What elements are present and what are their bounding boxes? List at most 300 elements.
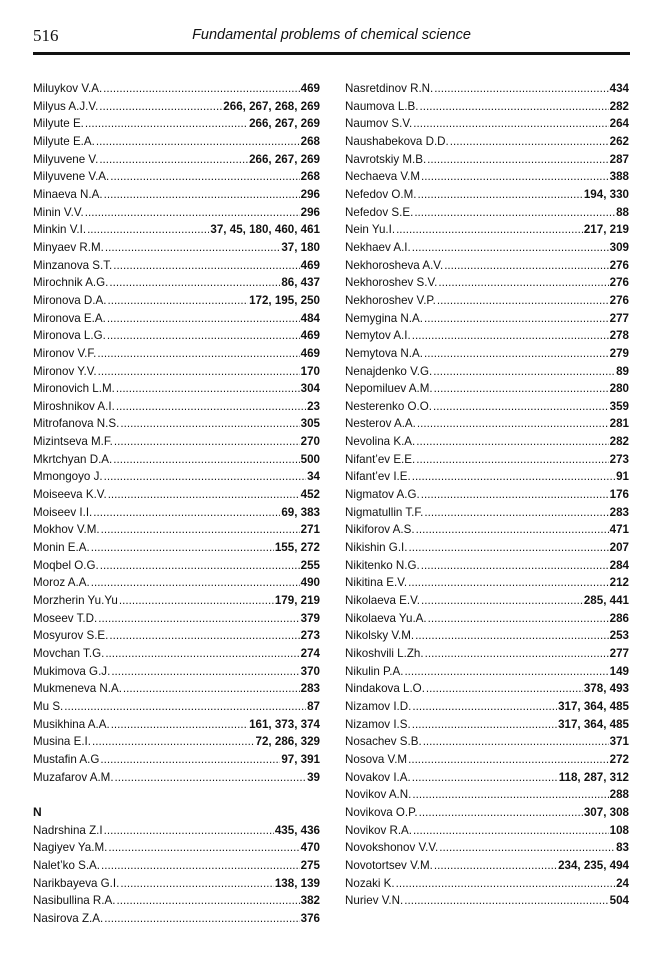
index-list (345, 80, 629, 910)
index-entry (345, 627, 629, 645)
index-entry (33, 839, 320, 857)
entry-pages: 370 (300, 664, 320, 678)
header-rule (33, 52, 630, 55)
dot-leader (107, 327, 300, 345)
dot-leader (419, 804, 583, 822)
index-entry (345, 310, 629, 328)
entry-pages: 83 (616, 841, 629, 855)
entry-name: Nekhoroshev S.V. (345, 276, 438, 290)
index-entry (345, 115, 629, 133)
entry-name: Moqbel O.G. (33, 558, 99, 572)
entry-pages: 452 (300, 488, 320, 502)
dot-leader (416, 451, 608, 469)
index-entry (33, 521, 320, 539)
entry-name: Nikolaeva Yu.A. (345, 611, 427, 625)
index-entry (345, 451, 629, 469)
index-entry (345, 186, 629, 204)
entry-name: Mironov V.F. (33, 346, 97, 360)
index-entry (345, 716, 629, 734)
dot-leader (437, 292, 609, 310)
entry-name: Milyute E. (33, 117, 84, 131)
dot-leader (100, 557, 300, 575)
index-entry (33, 204, 320, 222)
dot-leader (444, 257, 608, 275)
index-entry (345, 98, 629, 116)
entry-name: Nefedov O.M. (345, 187, 417, 201)
dot-leader (116, 380, 300, 398)
dot-leader (434, 80, 608, 98)
index-entry (345, 257, 629, 275)
dot-leader (114, 433, 300, 451)
index-entry (33, 822, 320, 840)
entry-pages: 266, 267, 268, 269 (223, 99, 320, 113)
entry-pages: 23 (307, 399, 320, 413)
entry-pages: 176 (609, 488, 629, 502)
entry-name: Novakov I.A. (345, 770, 411, 784)
entry-pages: 212 (609, 576, 629, 590)
dot-leader (64, 698, 306, 716)
entry-name: Mu S. (33, 699, 64, 713)
entry-pages: 279 (609, 346, 629, 360)
index-entry (345, 486, 629, 504)
entry-pages: 305 (300, 417, 320, 431)
entry-name: Monin E.A. (33, 541, 90, 555)
index-entry (345, 521, 629, 539)
entry-name: Mkrtchyan D.A. (33, 452, 113, 466)
entry-name: Mironovich L.M. (33, 382, 115, 396)
entry-name: Mironova D.A. (33, 293, 107, 307)
dot-leader (433, 363, 615, 381)
entry-pages: 271 (300, 523, 320, 537)
entry-pages: 91 (616, 470, 629, 484)
entry-name: Mizintseva M.F. (33, 435, 113, 449)
index-entry (33, 292, 320, 310)
entry-pages: 500 (300, 452, 320, 466)
dot-leader (413, 822, 609, 840)
entry-name: Movchan T.G. (33, 647, 105, 660)
entry-pages: 108 (609, 823, 629, 837)
entry-pages: 469 (300, 346, 320, 360)
dot-leader (113, 257, 299, 275)
dot-leader (107, 292, 248, 310)
dot-leader (92, 733, 255, 751)
index-entry (345, 327, 629, 345)
dot-leader (113, 451, 299, 469)
entry-name: Nenajdenko V.G. (345, 364, 433, 378)
index-entry (345, 363, 629, 381)
index-entry (33, 680, 320, 698)
dot-leader (107, 310, 300, 328)
index-entry (345, 698, 629, 716)
entry-name: Mustafin A.G (33, 752, 100, 766)
dot-leader (396, 875, 615, 893)
entry-pages: 378, 493 (583, 682, 629, 696)
index-entry (345, 221, 629, 239)
dot-leader (85, 115, 248, 133)
dot-leader (111, 663, 299, 681)
entry-name: Nasretdinov R.N. (345, 82, 434, 95)
entry-name: Novotortsev V.M. (345, 858, 433, 872)
index-entry (33, 345, 320, 363)
index-entry (33, 239, 320, 257)
index-entry (33, 574, 320, 592)
dot-leader (408, 574, 609, 592)
index-entry (33, 468, 320, 486)
dot-leader (99, 98, 222, 116)
index-entry (33, 486, 320, 504)
dot-leader (421, 486, 609, 504)
index-entry (33, 592, 320, 610)
entry-name: Novikov R.A. (345, 823, 413, 837)
dot-leader (412, 786, 608, 804)
index-entry (33, 221, 320, 239)
entry-name: Nikitenko N.G. (345, 558, 420, 572)
entry-name: Nekhoroshev V.P. (345, 293, 436, 307)
entry-name: Moseev T.D. (33, 611, 98, 625)
section-heading: N (33, 804, 42, 819)
entry-name: Nekhaev A.I. (345, 240, 411, 254)
dot-leader (120, 875, 274, 893)
dot-leader (105, 239, 280, 257)
page-header (33, 26, 630, 48)
index-column-right (345, 80, 629, 910)
index-entry (345, 398, 629, 416)
index-entry (345, 204, 629, 222)
entry-name: Nikulin P.A. (345, 664, 404, 678)
entry-name: Narikbayeva G.I. (33, 876, 120, 890)
entry-pages: 273 (300, 629, 320, 643)
dot-leader (396, 221, 583, 239)
index-entry (345, 733, 629, 751)
entry-pages: 277 (609, 311, 629, 325)
dot-leader (115, 769, 307, 787)
dot-leader (426, 680, 583, 698)
index-entry (33, 274, 320, 292)
entry-pages: 296 (300, 205, 320, 219)
dot-leader (116, 398, 306, 416)
dot-leader (404, 663, 608, 681)
entry-name: Mosyurov S.E. (33, 629, 109, 643)
dot-leader (418, 186, 583, 204)
index-entry (345, 433, 629, 451)
entry-name: Morzherin Yu.Yu (33, 594, 118, 608)
dot-leader (424, 345, 609, 363)
index-entry (345, 80, 629, 98)
entry-pages: 207 (609, 541, 629, 555)
entry-pages: 288 (609, 788, 629, 802)
index-entry (33, 115, 320, 133)
index-entry (33, 698, 320, 716)
index-entry (33, 257, 320, 275)
index-entry (33, 398, 320, 416)
dot-leader (85, 204, 300, 222)
entry-pages: 435, 436 (274, 823, 320, 837)
index-entry (33, 892, 320, 910)
entry-name: Naushabekova D.D. (345, 134, 449, 148)
index-entry (33, 133, 320, 151)
entry-name: Nikolaeva E.V. (345, 594, 420, 608)
index-entry (33, 327, 320, 345)
page-number: 516 (33, 26, 59, 45)
index-entry (345, 804, 629, 822)
entry-pages: 266, 267, 269 (249, 117, 320, 131)
entry-name: Nozaki K. (345, 876, 395, 890)
index-entry (33, 769, 320, 787)
entry-pages: 273 (609, 452, 629, 466)
entry-pages: 276 (609, 293, 629, 307)
dot-leader (120, 415, 299, 433)
entry-pages: 264 (609, 117, 629, 131)
dot-leader (421, 557, 609, 575)
entry-pages: 278 (609, 329, 629, 343)
dot-leader (104, 468, 307, 486)
dot-leader (109, 274, 280, 292)
index-entry (33, 363, 320, 381)
index-entry (33, 645, 320, 663)
entry-pages: 86, 437 (281, 276, 320, 290)
entry-name: Nefedov S.E. (345, 205, 414, 219)
entry-name: Novikova O.P. (345, 805, 418, 819)
dot-leader (93, 504, 280, 522)
entry-pages: 277 (609, 647, 629, 660)
entry-pages: 287 (609, 152, 629, 166)
entry-pages: 272 (609, 752, 629, 766)
entry-pages: 217, 219 (583, 223, 629, 237)
entry-pages: 179, 219 (274, 594, 320, 608)
entry-pages: 37, 180 (281, 240, 320, 254)
dot-leader (412, 239, 609, 257)
dot-leader (427, 151, 608, 169)
entry-name: Nikishin G.I. (345, 541, 408, 555)
index-entry (33, 98, 320, 116)
entry-name: Nosachev S.B. (345, 735, 422, 749)
index-entry (33, 80, 320, 98)
dot-leader (87, 221, 209, 239)
dot-leader (108, 486, 300, 504)
entry-pages: 268 (300, 134, 320, 148)
entry-pages: 253 (609, 629, 629, 643)
entry-name: Novikov A.N. (345, 788, 412, 802)
entry-pages: 469 (300, 82, 320, 95)
entry-pages: 296 (300, 187, 320, 201)
dot-leader (412, 698, 557, 716)
index-entry (33, 451, 320, 469)
index-entry (345, 592, 629, 610)
entry-pages: 280 (609, 382, 629, 396)
index-entry (33, 504, 320, 522)
entry-pages: 138, 139 (274, 876, 320, 890)
entry-pages: 304 (300, 382, 320, 396)
entry-pages: 118, 287, 312 (558, 770, 629, 784)
dot-leader (98, 363, 300, 381)
index-entry (33, 186, 320, 204)
index-entry (33, 151, 320, 169)
dot-leader (419, 98, 608, 116)
entry-name: Naumov S.V. (345, 117, 413, 131)
index-list (33, 80, 320, 786)
entry-name: Musikhina A.A. (33, 717, 110, 731)
entry-pages: 382 (300, 894, 320, 908)
entry-pages: 275 (300, 858, 320, 872)
index-entry (33, 415, 320, 433)
entry-pages: 484 (300, 311, 320, 325)
entry-pages: 471 (609, 523, 629, 537)
entry-pages: 286 (609, 611, 629, 625)
entry-pages: 317, 364, 485 (558, 699, 629, 713)
index-entry (345, 345, 629, 363)
dot-leader (423, 733, 609, 751)
index-entry (33, 433, 320, 451)
dot-leader (105, 645, 299, 663)
entry-pages: 309 (609, 240, 629, 254)
index-list (33, 822, 320, 928)
dot-leader (111, 716, 248, 734)
dot-leader (424, 504, 608, 522)
dot-leader (404, 892, 608, 910)
entry-name: Mironova L.G. (33, 329, 106, 343)
entry-name: Nizamov I.D. (345, 699, 412, 713)
index-column-left (33, 80, 320, 928)
entry-pages: 194, 330 (583, 187, 629, 201)
entry-name: Milyuvene V. (33, 152, 99, 166)
entry-name: Mukmeneva N.A. (33, 682, 122, 696)
entry-pages: 285, 441 (583, 594, 629, 608)
entry-pages: 72, 286, 329 (255, 735, 320, 749)
entry-pages: 307, 308 (583, 805, 629, 819)
entry-name: Nechaeva V.M (345, 170, 420, 184)
entry-name: Mironova E.A. (33, 311, 106, 325)
index-entry (345, 857, 629, 875)
entry-name: Nizamov I.S. (345, 717, 411, 731)
index-entry (345, 504, 629, 522)
dot-leader (99, 151, 248, 169)
entry-name: Minkin V.I. (33, 223, 87, 237)
entry-pages: 161, 373, 374 (249, 717, 320, 731)
index-entry (33, 663, 320, 681)
entry-pages: 270 (300, 435, 320, 449)
entry-pages: 97, 391 (281, 752, 320, 766)
entry-pages: 69, 383 (281, 505, 320, 519)
index-entry (33, 857, 320, 875)
index-entry (345, 574, 629, 592)
entry-name: Navrotskiy M.B. (345, 152, 427, 166)
entry-pages: 376 (300, 911, 320, 925)
entry-name: Milyute E.A. (33, 134, 95, 148)
entry-name: Nasibullina R.A. (33, 894, 116, 908)
entry-name: Mitrofanova N.S. (33, 417, 120, 431)
entry-name: Minzanova S.T. (33, 258, 113, 272)
entry-name: Minin V.V. (33, 205, 84, 219)
dot-leader (434, 857, 557, 875)
dot-leader (104, 822, 274, 840)
entry-name: Nosova V.M (345, 752, 408, 766)
index-entry (345, 645, 629, 663)
entry-pages: 155, 272 (274, 541, 320, 555)
entry-name: Nein Yu.I. (345, 223, 396, 237)
dot-leader (91, 574, 300, 592)
index-entry (33, 910, 320, 928)
index-entry (33, 310, 320, 328)
index-entry (345, 133, 629, 151)
entry-name: Nikiforov A.S. (345, 523, 415, 537)
entry-pages: 388 (609, 170, 629, 184)
entry-pages: 276 (609, 258, 629, 272)
entry-pages: 371 (609, 735, 629, 749)
index-entry (345, 769, 629, 787)
entry-pages: 39 (307, 770, 320, 784)
dot-leader (450, 133, 609, 151)
entry-name: Nemytova N.A. (345, 346, 423, 360)
entry-pages: 268 (300, 170, 320, 184)
index-entry (33, 168, 320, 186)
entry-pages: 89 (616, 364, 629, 378)
entry-name: Milyuvene V.A. (33, 170, 110, 184)
entry-name: Minyaev R.M. (33, 240, 104, 254)
dot-leader (417, 415, 609, 433)
index-entry (345, 839, 629, 857)
entry-pages: 504 (609, 894, 629, 908)
entry-name: Nikoshvili L.Zh. (345, 647, 424, 660)
entry-name: Novokshonov V.V. (345, 841, 439, 855)
dot-leader (413, 115, 608, 133)
entry-name: Mokhov V.M. (33, 523, 100, 537)
dot-leader (103, 80, 299, 98)
entry-pages: 87 (307, 699, 320, 713)
index-entry (345, 892, 629, 910)
entry-name: Musina E.I. (33, 735, 91, 749)
entry-name: Nifant’ev E.E. (345, 452, 416, 466)
dot-leader (434, 380, 609, 398)
entry-name: Nadrshina Z.I (33, 823, 103, 837)
dot-leader (433, 398, 609, 416)
entry-name: Mironov Y.V. (33, 364, 97, 378)
index-entry (345, 875, 629, 893)
entry-name: Moiseeva K.V. (33, 488, 107, 502)
entry-pages: 283 (300, 682, 320, 696)
index-entry (345, 557, 629, 575)
entry-name: Nuriev V.N. (345, 894, 404, 908)
entry-pages: 282 (609, 99, 629, 113)
entry-pages: 266, 267, 269 (249, 152, 320, 166)
entry-name: Nekhorosheva A.V. (345, 258, 444, 272)
entry-name: Nikitina E.V. (345, 576, 408, 590)
entry-pages: 470 (300, 841, 320, 855)
dot-leader (123, 680, 300, 698)
entry-pages: 469 (300, 329, 320, 343)
entry-pages: 170 (300, 364, 320, 378)
entry-name: Naumova L.B. (345, 99, 419, 113)
dot-leader (101, 521, 300, 539)
index-entry (345, 380, 629, 398)
entry-pages: 24 (616, 876, 629, 890)
entry-name: Miroshnikov A.I. (33, 399, 115, 413)
index-entry (345, 663, 629, 681)
entry-pages: 284 (609, 558, 629, 572)
entry-pages: 262 (609, 134, 629, 148)
entry-pages: 234, 235, 494 (558, 858, 629, 872)
dot-leader (421, 592, 583, 610)
dot-leader (438, 274, 608, 292)
entry-name: Nindakova L.O. (345, 682, 425, 696)
dot-leader (424, 310, 609, 328)
index-entry (345, 239, 629, 257)
entry-name: Nesterov A.A. (345, 417, 416, 431)
entry-pages: 469 (300, 258, 320, 272)
dot-leader (412, 769, 558, 787)
entry-name: Mukimova G.J. (33, 664, 111, 678)
index-entry (345, 751, 629, 769)
dot-leader (412, 327, 609, 345)
